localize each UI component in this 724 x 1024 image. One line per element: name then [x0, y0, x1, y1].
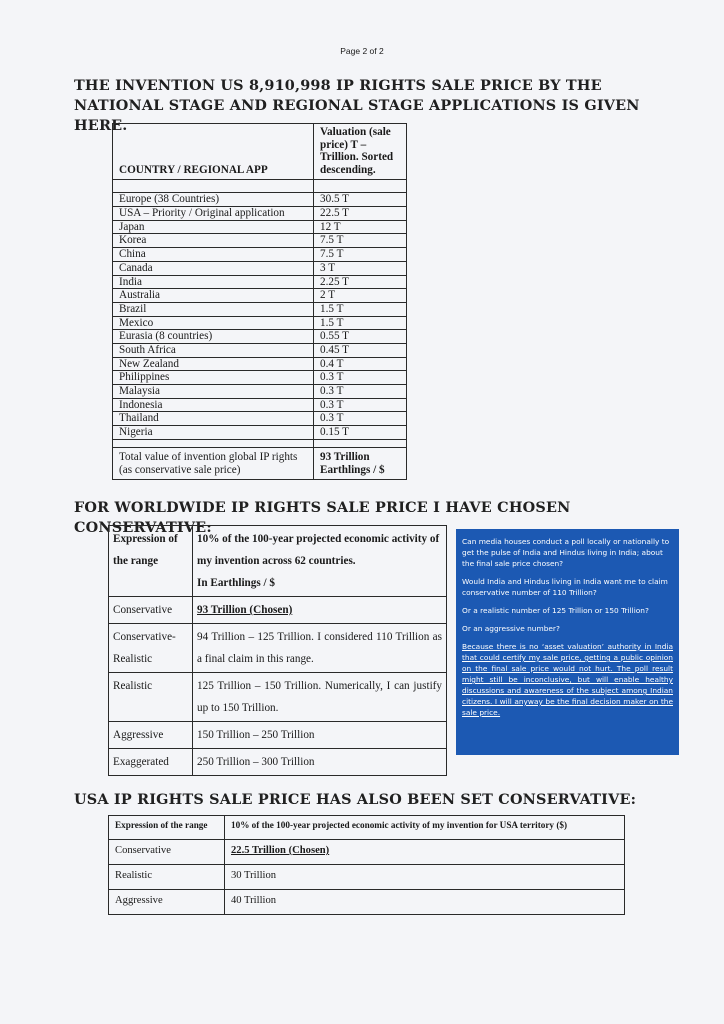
table-row [113, 248, 407, 262]
country-cell: Thailand [113, 412, 314, 426]
table-row [113, 316, 407, 330]
valuation-cell: 3 T [314, 261, 407, 275]
valuation-header: Valuation (sale price) T – Trillion. Sorted descending. [314, 124, 407, 180]
heading-worldwide: FOR WORLDWIDE IP RIGHTS SALE PRICE I HAVE CHOSEN CONSERVATIVE: [74, 499, 571, 536]
table-row [113, 261, 407, 275]
country-cell: Europe (38 Countries) [113, 193, 314, 207]
expression-header: Expression of the range [109, 526, 193, 597]
table-row [113, 426, 407, 440]
callout-paragraph: Can media houses conduct a poll locally or nationally to get the pulse of India and Hindus living in India; about the final sale price chosen? [462, 537, 670, 568]
range-label: Conservative-Realistic [109, 624, 193, 673]
table-row [113, 193, 407, 207]
country-cell: Eurasia (8 countries) [113, 330, 314, 344]
country-cell: India [113, 275, 314, 289]
range-label: Exaggerated [109, 749, 193, 776]
valuation-cell: 0.3 T [314, 371, 407, 385]
valuation-cell: 0.3 T [314, 385, 407, 399]
worldwide-range-table [108, 525, 447, 776]
valuation-cell: 0.4 T [314, 357, 407, 371]
callout-paragraph: Would India and Hindus living in India want me to claim conservative number of 110 Trillion? [462, 577, 668, 597]
valuation-cell: 12 T [314, 220, 407, 234]
table-row [109, 673, 447, 722]
table-row [109, 749, 447, 776]
callout-paragraph-underlined: Because there is no ‘asset valuation’ authority in India that could certify my sale price, getting a public opinion on the final sale price would not hurt. The poll result might still be inconclusive, but will enable healthy discussions and awareness of the subject among Indian citizens. I will anyway be the final decision maker on the sale price. [462, 642, 673, 717]
poll-callout-box [456, 529, 679, 755]
callout-paragraph: Or an aggressive number? [462, 624, 560, 633]
range-label: Conservative [109, 597, 193, 624]
table-row [113, 343, 407, 357]
range-value: 30 Trillion [225, 865, 625, 890]
range-label: Realistic [109, 865, 225, 890]
valuation-total-row [113, 447, 407, 479]
table-row [109, 597, 447, 624]
table-row [109, 624, 447, 673]
country-cell: Indonesia [113, 398, 314, 412]
table-row [113, 302, 407, 316]
valuation-table-body [113, 193, 407, 439]
table-row [113, 412, 407, 426]
valuation-cell: 0.45 T [314, 343, 407, 357]
page-number: Page 2 of 2 [340, 46, 384, 56]
heading-usa: USA IP RIGHTS SALE PRICE HAS ALSO BEEN SET CONSERVATIVE: [74, 791, 637, 808]
range-value: 94 Trillion – 125 Trillion. I considered 110 Trillion as a final claim in this range. [193, 624, 447, 673]
valuation-cell: 7.5 T [314, 248, 407, 262]
table-row [113, 357, 407, 371]
table-row [113, 220, 407, 234]
country-cell: USA – Priority / Original application [113, 207, 314, 221]
country-header: COUNTRY / REGIONAL APP [113, 124, 314, 180]
country-cell: Malaysia [113, 385, 314, 399]
range-value: 150 Trillion – 250 Trillion [193, 722, 447, 749]
table-spacer-row [113, 439, 407, 447]
table-row [113, 275, 407, 289]
range-value: 250 Trillion – 300 Trillion [193, 749, 447, 776]
country-cell: Canada [113, 261, 314, 275]
valuation-cell: 0.55 T [314, 330, 407, 344]
chosen-value: 22.5 Trillion (Chosen) [231, 845, 330, 856]
range-value: 125 Trillion – 150 Trillion. Numerically, I can justify up to 150 Trillion. [193, 673, 447, 722]
projection-header-unit: In Earthlings / $ [197, 577, 276, 589]
projection-header: 10% of the 100-year projected economic activity of my invention for USA territory ($) [225, 816, 625, 840]
range-label: Realistic [109, 673, 193, 722]
table-row [113, 234, 407, 248]
worldwide-table-header [109, 526, 447, 597]
country-cell: Japan [113, 220, 314, 234]
valuation-cell: 7.5 T [314, 234, 407, 248]
callout-paragraph: Or a realistic number of 125 Trillion or 150 Trillion? [462, 606, 649, 615]
projection-header [193, 526, 447, 597]
country-cell: Brazil [113, 302, 314, 316]
usa-table-header [109, 816, 625, 840]
country-cell: New Zealand [113, 357, 314, 371]
table-row [109, 722, 447, 749]
valuation-cell: 0.3 T [314, 398, 407, 412]
range-label: Aggressive [109, 722, 193, 749]
valuation-cell: 30.5 T [314, 193, 407, 207]
table-row [113, 207, 407, 221]
country-cell: Philippines [113, 371, 314, 385]
total-value: 93 Trillion Earthlings / $ [314, 447, 407, 479]
table-spacer-row [113, 180, 407, 193]
country-cell: South Africa [113, 343, 314, 357]
table-row [113, 371, 407, 385]
valuation-table [112, 123, 407, 480]
table-row [113, 398, 407, 412]
valuation-cell: 2 T [314, 289, 407, 303]
range-value-chosen [225, 840, 625, 865]
table-row [113, 385, 407, 399]
valuation-table-header [113, 124, 407, 180]
country-cell: Korea [113, 234, 314, 248]
range-label: Aggressive [109, 890, 225, 915]
valuation-cell: 1.5 T [314, 302, 407, 316]
table-row [113, 330, 407, 344]
range-label: Conservative [109, 840, 225, 865]
valuation-cell: 0.3 T [314, 412, 407, 426]
valuation-cell: 2.25 T [314, 275, 407, 289]
expression-header: Expression of the range [109, 816, 225, 840]
usa-range-table [108, 815, 625, 915]
table-row [113, 289, 407, 303]
range-value: 40 Trillion [225, 890, 625, 915]
projection-header-text: 10% of the 100-year projected economic activity of my invention across 62 countries. [197, 533, 440, 567]
table-row [109, 890, 625, 915]
country-cell: Australia [113, 289, 314, 303]
country-cell: Nigeria [113, 426, 314, 440]
total-label: Total value of invention global IP rights (as conservative sale price) [113, 447, 314, 479]
range-value-chosen [193, 597, 447, 624]
country-cell: China [113, 248, 314, 262]
valuation-cell: 1.5 T [314, 316, 407, 330]
country-cell: Mexico [113, 316, 314, 330]
chosen-value: 93 Trillion (Chosen) [197, 604, 293, 616]
heading-invention-valuation: THE INVENTION US 8,910,998 IP RIGHTS SALE PRICE BY THE NATIONAL STAGE AND REGIONAL STAGE APPLICATIONS IS GIVEN HERE. [74, 77, 640, 134]
table-row [109, 865, 625, 890]
table-row [109, 840, 625, 865]
valuation-cell: 22.5 T [314, 207, 407, 221]
valuation-cell: 0.15 T [314, 426, 407, 440]
